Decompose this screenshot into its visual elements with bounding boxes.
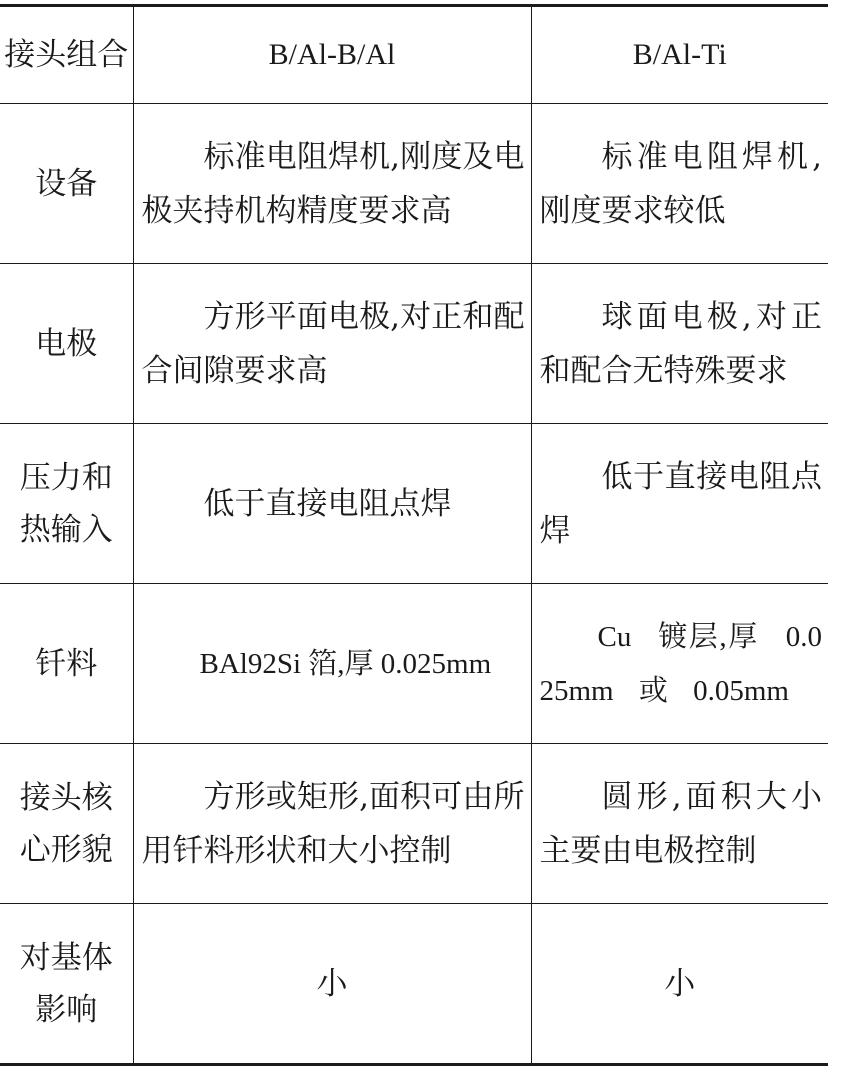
cell-b-al-ti <box>531 104 828 264</box>
cell-b-al-b-al <box>133 104 531 264</box>
cell-text: 低于直接电阻点焊 <box>539 458 822 549</box>
row-label-electrode <box>0 264 133 424</box>
row-label-matrix-effect <box>0 904 133 1065</box>
cell-text: 低于直接电阻点焊 <box>203 485 452 522</box>
row-label-text: 对基体影响 <box>19 939 113 1028</box>
header-row <box>0 6 828 104</box>
cell-b-al-b-al <box>133 904 531 1065</box>
row-label-pressure-heat <box>0 424 133 584</box>
cell-b-al-ti <box>531 424 828 584</box>
cell-text: 小 <box>664 965 696 1002</box>
row-label-text: 接头核心形貌 <box>19 779 113 868</box>
cell-b-al-ti <box>531 584 828 744</box>
table-row <box>0 584 828 744</box>
row-label-text: 压力和热输入 <box>19 459 113 548</box>
cell-b-al-b-al <box>133 264 531 424</box>
cell-text: 标准电阻焊机,刚度及电极夹持机构精度要求高 <box>141 138 525 229</box>
table-row <box>0 104 828 264</box>
cell-text: 方形平面电极,对正和配合间隙要求高 <box>141 298 525 389</box>
cell-b-al-b-al <box>133 424 531 584</box>
cell-text: 标准电阻焊机,刚度要求较低 <box>539 138 822 229</box>
cell-b-al-ti <box>531 904 828 1065</box>
cell-text: 方形或矩形,面积可由所用钎料形状和大小控制 <box>141 778 525 869</box>
cell-text: Cu 镀层,厚 0.025mm 或 0.05mm <box>539 620 822 707</box>
cell-b-al-ti <box>531 264 828 424</box>
cell-b-al-b-al <box>133 744 531 904</box>
comparison-table <box>0 4 828 1066</box>
table-row <box>0 264 828 424</box>
row-label-equipment <box>0 104 133 264</box>
header-b-al-b-al: B/Al-B/Al <box>133 6 531 104</box>
table-row <box>0 744 828 904</box>
header-joint-combination: 接头组合 <box>0 6 133 104</box>
header-b-al-ti: B/Al-Ti <box>531 6 828 104</box>
row-label-text: 钎料 <box>35 645 98 682</box>
row-label-text: 设备 <box>35 165 98 202</box>
cell-text: 球面电极,对正和配合无特殊要求 <box>539 298 822 389</box>
cell-text: 小 <box>316 965 348 1002</box>
cell-text: 圆形,面积大小主要由电极控制 <box>539 778 822 869</box>
cell-b-al-ti <box>531 744 828 904</box>
cell-text: BAl92Si 箔,厚 0.025mm <box>199 647 492 680</box>
cell-b-al-b-al <box>133 584 531 744</box>
table-row <box>0 904 828 1065</box>
row-label-filler-metal <box>0 584 133 744</box>
row-label-joint-core <box>0 744 133 904</box>
table-row <box>0 424 828 584</box>
row-label-text: 电极 <box>35 325 98 362</box>
